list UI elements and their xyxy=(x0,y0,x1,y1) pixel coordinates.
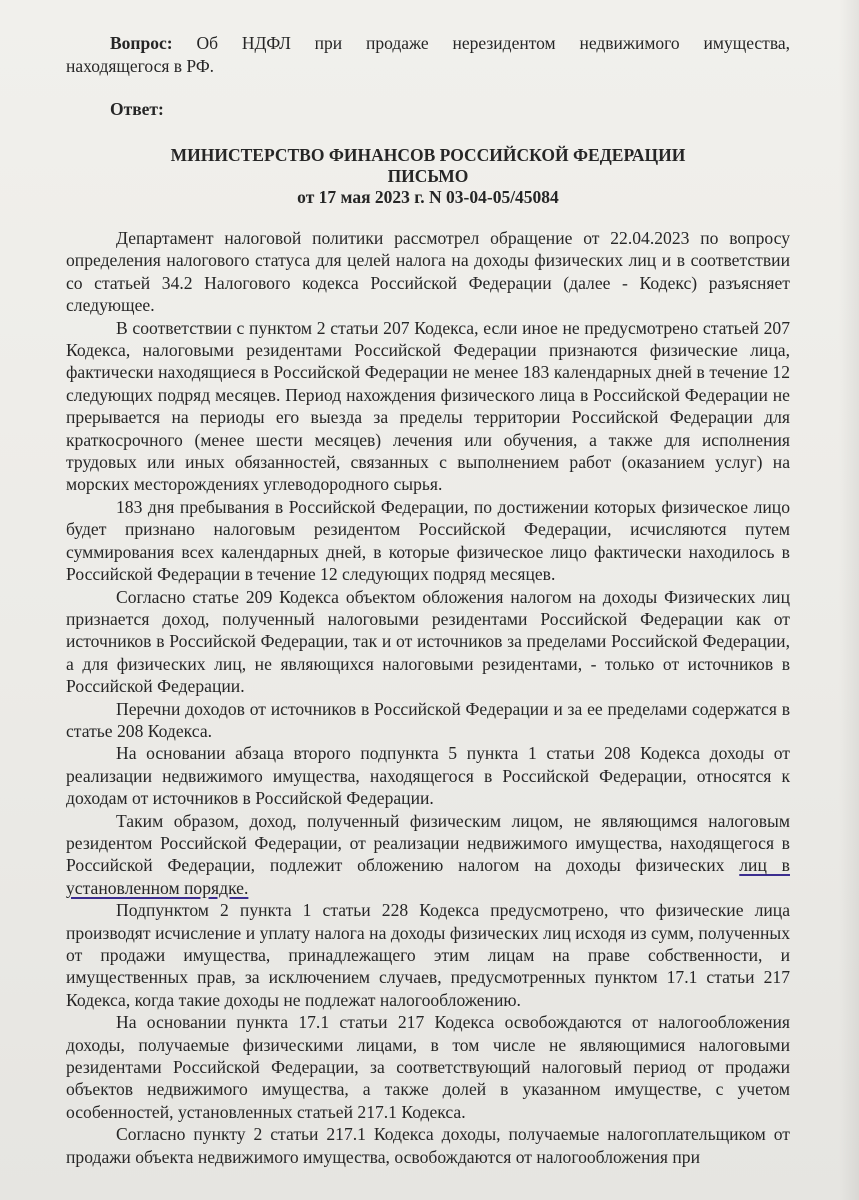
pen-underlined-text: лиц в установленном порядке. xyxy=(66,855,790,898)
paragraph: Согласно пункту 2 статьи 217.1 Кодекса доходы, получаемые налогоплательщиком от продажи объекта недвижимого имущества, освобождаются от налогообложения при xyxy=(66,1124,790,1167)
paragraph: Согласно статье 209 Кодекса объектом обложения налогом на доходы Физических лиц признается доход, полученный налоговыми резидентами Российской Федерации как от источников в Российской Федерации, так и от источников за пределами Российской Федерации, а для физических лиц, не являющихся налоговыми резидентами, - только от источников в Российской Федерации. xyxy=(66,586,790,697)
question-block xyxy=(66,32,790,78)
paragraph: Подпунктом 2 пункта 1 статьи 228 Кодекса предусмотрено, что физические лица производят исчисление и уплату налога на доходы физических лиц исходя из сумм, полученных от продажи имущества, принадлежащего этим лицам на праве собственности, и имущественных прав, за исключением случаев, предусмотренных пунктом 17.1 статьи 217 Кодекса, когда такие доходы не подлежат налогообложению. xyxy=(66,900,790,1010)
paragraph: На основании пункта 17.1 статьи 217 Кодекса освобождаются от налогообложения доходы, получаемые физическими лицами, в том числе не являющимися налоговыми резидентами Российской Федерации, за соответствующий налоговый период от продажи объектов недвижимого имущества, а также долей в указанном имуществе, с учетом особенностей, установленных статьей 217.1 Кодекса. xyxy=(66,1012,790,1122)
paragraph: В соответствии с пунктом 2 статьи 207 Кодекса, если иное не предусмотрено статьей 207 Кодекса, налоговыми резидентами Российской Федерации признаются физические лица, фактически находящиеся в Российской Федерации не менее 183 календарных дней в течение 12 следующих подряд месяцев. Период нахождения физического лица в Российской Федерации не прерывается на периоды его выезда за пределы территории Российской Федерации для краткосрочного (менее шести месяцев) лечения или обучения, а также для исполнения трудовых или иных обязанностей, связанных с выполнением работ (оказанием услуг) на морских месторождениях углеводородного сырья. xyxy=(66,317,790,495)
letter-body xyxy=(66,227,790,1168)
question-line-2: находящегося в РФ. xyxy=(66,56,215,76)
question-line-1 xyxy=(66,32,790,55)
question-text: Об НДФЛ при продаже нерезидентом недвижимого имущества, xyxy=(196,33,790,53)
document-type: ПИСЬМО xyxy=(387,166,469,186)
paragraph: Департамент налоговой политики рассмотрел обращение от 22.04.2023 по вопросу определения налогового статуса для целей налога на доходы физических лиц и в соответствии со статьей 34.2 Налогового кодекса Российской Федерации (далее - Кодекс) разъясняет следующее. xyxy=(66,228,790,316)
document-content xyxy=(66,32,790,1168)
ministry-title: МИНИСТЕРСТВО ФИНАНСОВ РОССИЙСКОЙ ФЕДЕРАЦИИ xyxy=(170,145,686,165)
paragraph-text: Таким образом, доход, полученный физическим лицом, не являющимся налоговым резидентом Российской Федерации, от реализации недвижимого имущества, находящегося в Российской Федерации, подлежит обложению налогом на доходы физических xyxy=(66,810,790,876)
paragraph: На основании абзаца второго подпункта 5 пункта 1 статьи 208 Кодекса доходы от реализации недвижимого имущества, находящегося в Российской Федерации, относятся к доходам от источников в Российской Федерации. xyxy=(66,743,790,809)
page-edge-shadow xyxy=(839,0,859,1200)
question-label: Вопрос: xyxy=(110,33,173,53)
answer-label: Ответ: xyxy=(110,99,164,119)
document-header xyxy=(66,145,790,208)
paragraph: Перечни доходов от источников в Российской Федерации и за ее пределами содержатся в статье 208 Кодекса. xyxy=(66,698,790,741)
document-reference: от 17 мая 2023 г. N 03-04-05/45084 xyxy=(297,187,559,207)
paragraph-conclusion xyxy=(66,810,790,900)
paragraph: 183 дня пребывания в Российской Федерации, по достижении которых физическое лицо будет признано налоговым резидентом Российской Федерации, исчисляются путем суммирования всех календарных дней, в которые физическое лицо фактически находилось в Российской Федерации в течение 12 следующих подряд месяцев. xyxy=(66,496,790,585)
